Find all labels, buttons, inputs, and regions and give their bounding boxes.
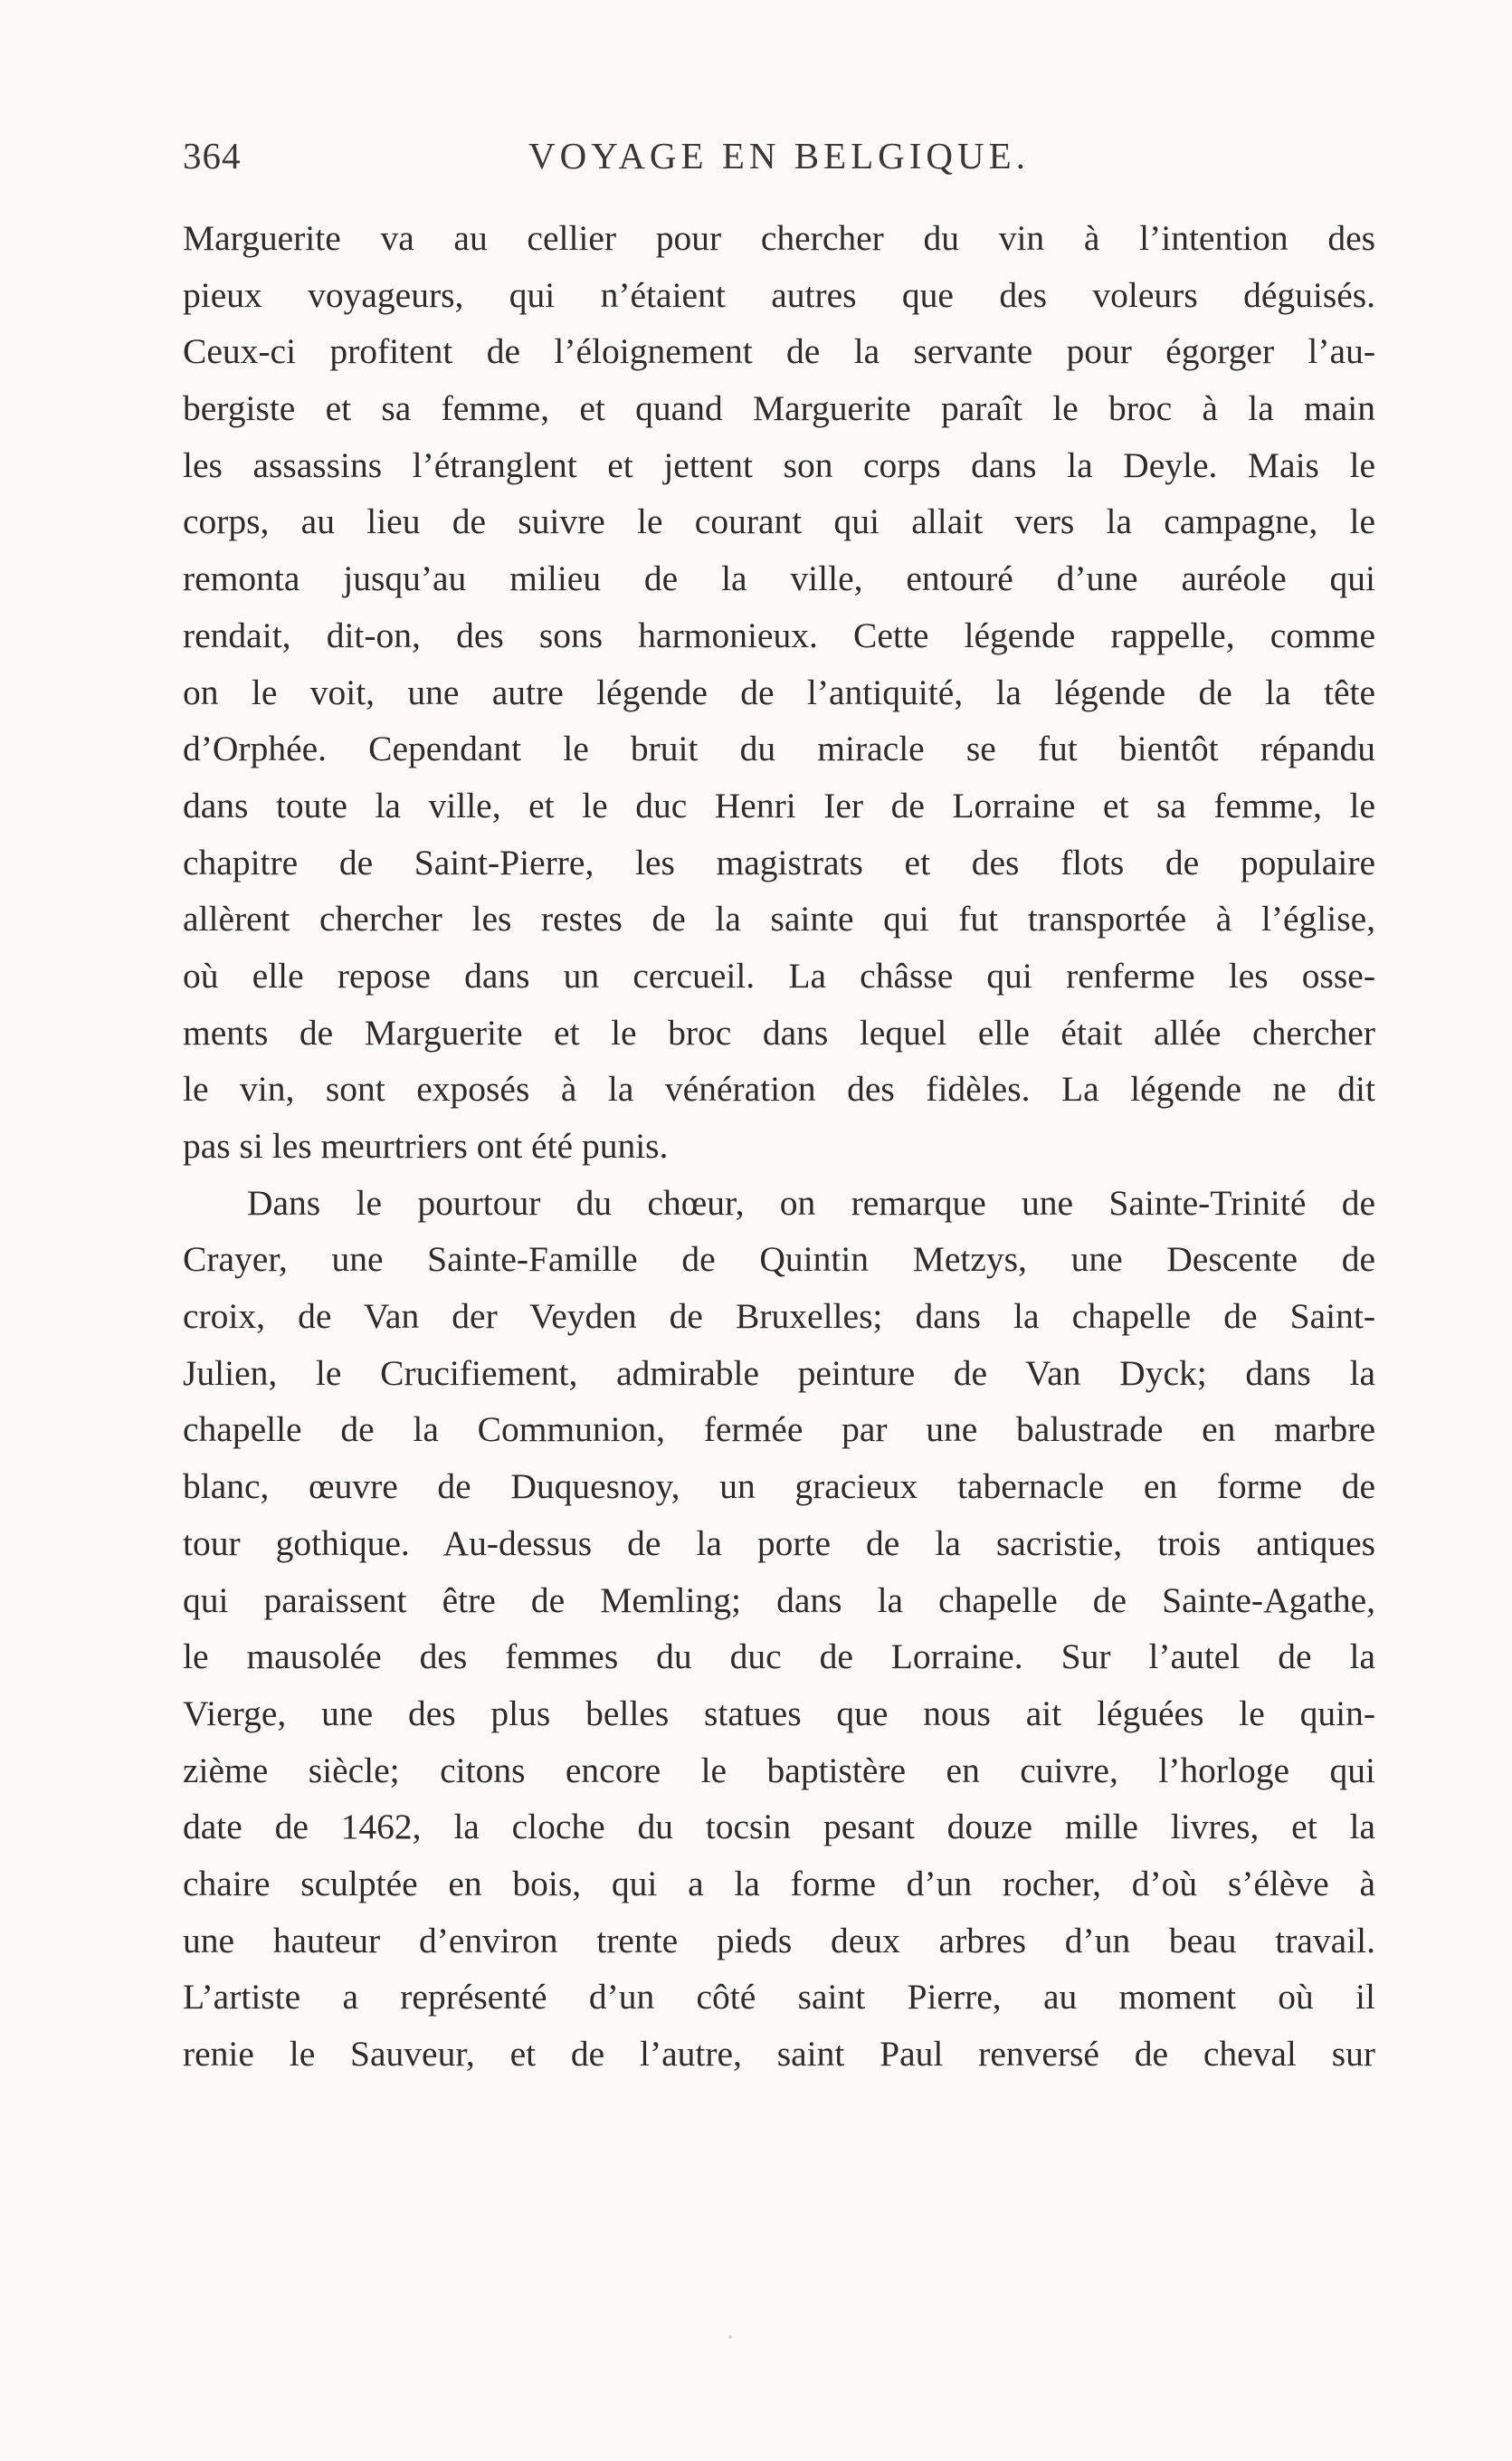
text-line: Julien, le Crucifiement, admirable peinture de Van Dyck; dans la [183, 1352, 1375, 1393]
text-line: ments de Marguerite et le broc dans lequel elle était allée chercher [183, 1012, 1375, 1053]
text-line: chapelle de la Communion, fermée par une balustrade en marbre [183, 1409, 1375, 1450]
running-head [183, 134, 1375, 197]
text-line: Ceux-ci profitent de l’éloignement de la servante pour égorger l’au- [183, 331, 1375, 372]
body-text [183, 210, 1375, 2083]
text-line: le mausolée des femmes du duc de Lorraine. Sur l’autel de la [183, 1636, 1375, 1677]
text-line: Marguerite va au cellier pour chercher du vin à l’intention des [183, 218, 1375, 258]
text-line: date de 1462, la cloche du tocsin pesant douze mille livres, et la [183, 1807, 1375, 1847]
text-line: qui paraissent être de Memling; dans la chapelle de Sainte-Agathe, [183, 1579, 1375, 1620]
text-line: rendait, dit-on, des sons harmonieux. Cette légende rappelle, comme [183, 615, 1375, 655]
text-line: tour gothique. Au-dessus de la porte de la sacristie, trois antiques [183, 1522, 1375, 1563]
text-line: Crayer, une Sainte-Famille de Quintin Metzys, une Descente de [183, 1239, 1375, 1280]
text-line: allèrent chercher les restes de la sainte qui fut transportée à l’église, [183, 899, 1375, 940]
text-line: les assassins l’étranglent et jettent son corps dans la Deyle. Mais le [183, 444, 1375, 485]
text-line: une hauteur d’environ trente pieds deux arbres d’un beau travail. [183, 1920, 1375, 1960]
text-line: renie le Sauveur, et de l’autre, saint Paul renversé de cheval sur [183, 2034, 1375, 2074]
text-line: chaire sculptée en bois, qui a la forme d’un rocher, d’où s’élève à [183, 1863, 1375, 1903]
text-line: bergiste et sa femme, et quand Marguerite paraît le broc à la main [183, 388, 1375, 429]
text-line: remonta jusqu’au milieu de la ville, entouré d’une auréole qui [183, 558, 1375, 599]
text-line: Vierge, une des plus belles statues que nous ait léguées le quin- [183, 1693, 1375, 1733]
text-line-paragraph-start: Dans le pourtour du chœur, on remarque une Sainte-Trinité de [247, 1182, 1375, 1223]
text-line: le vin, sont exposés à la vénération des fidèles. La légende ne dit [183, 1069, 1375, 1110]
text-line: dans toute la ville, et le duc Henri Ier de Lorraine et sa femme, le [183, 785, 1375, 825]
text-line: croix, de Van der Veyden de Bruxelles; dans la chapelle de Saint- [183, 1296, 1375, 1337]
text-line-paragraph-end: pas si les meurtriers ont été punis. [183, 1126, 669, 1166]
text-line: corps, au lieu de suivre le courant qui allait vers la campagne, le [183, 501, 1375, 542]
page-number: 364 [183, 135, 242, 176]
text-line: zième siècle; citons encore le baptistère en cuivre, l’horloge qui [183, 1750, 1375, 1790]
paper-speck [728, 2335, 732, 2339]
text-line: on le voit, une autre légende de l’antiquité, la légende de la tête [183, 672, 1375, 712]
text-line: d’Orphée. Cependant le bruit du miracle se fut bientôt répandu [183, 729, 1375, 769]
text-line: où elle repose dans un cercueil. La châsse qui renferme les osse- [183, 955, 1375, 996]
text-line: chapitre de Saint-Pierre, les magistrats et des flots de populaire [183, 842, 1375, 882]
text-line: blanc, œuvre de Duquesnoy, un gracieux tabernacle en forme de [183, 1466, 1375, 1507]
text-line: pieux voyageurs, qui n’étaient autres que des voleurs déguisés. [183, 274, 1375, 315]
text-line: L’artiste a représenté d’un côté saint Pierre, au moment où il [183, 1977, 1375, 2017]
running-title: VOYAGE EN BELGIQUE. [528, 135, 1030, 176]
